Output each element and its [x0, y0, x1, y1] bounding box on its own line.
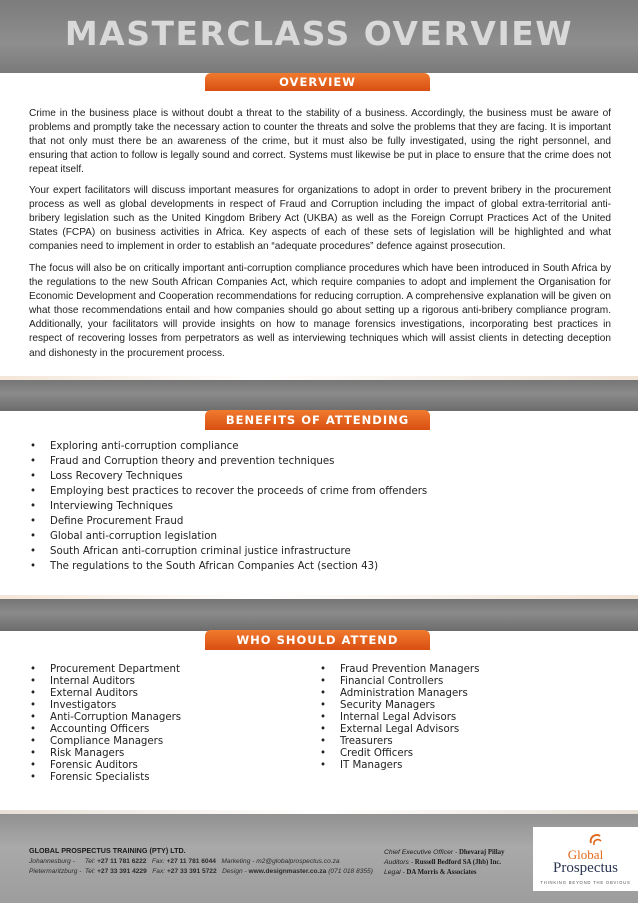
list-item: • The regulations to the South African Companies Act (section 43)	[30, 559, 590, 574]
page-title: MASTERCLASS OVERVIEW	[64, 14, 574, 53]
footer-contact-row-johannesburg	[29, 858, 340, 865]
legal-label: Legal -	[384, 869, 405, 876]
overview-paragraph-3: The focus will also be on critically important anti-corruption compliance procedures which have been introduced in South Africa by the regulations to the new South African Companies Act, which require companies to adopt and implement the Organisation for Economic Development and Cooperation recommendations for reducing corruption. A comprehensive explanation will be given on what those recommendations entail and how companies should go about setting up a rigorous anti-bribery compliance program. Additionally, your facilitators will provide insights on how to manage forensics investigations, incorporating best practices in respect of recovering losses from perpetrators as well as interviewing techniques which will assist clients in detecting deception and dishonesty in the procurement process.	[29, 263, 611, 359]
ceo-name: Dhevaraj Pillay	[458, 849, 505, 856]
legal-name: DA Morris & Associates	[406, 869, 477, 876]
list-item: • Employing best practices to recover the proceeds of crime from offenders	[30, 484, 590, 499]
band-sheen	[0, 595, 638, 599]
list-item: • Compliance Managers	[30, 736, 290, 748]
list-item: • Treasurers	[320, 736, 600, 748]
list-item: • Internal Legal Advisors	[320, 712, 600, 724]
tel-number: +27 11 781 6222	[97, 858, 147, 865]
company-logo	[533, 827, 638, 891]
logo-word-prospectus: Prospectus	[553, 860, 618, 876]
footer-company-name: GLOBAL PROSPECTUS TRAINING (PTY) LTD.	[29, 846, 186, 855]
list-item: • Forensic Auditors	[30, 760, 290, 772]
band-sheen	[0, 810, 638, 814]
fax-number: +27 11 781 6044	[166, 858, 216, 865]
city-label: Johannesburg -	[29, 858, 75, 865]
overview-heading: OVERVIEW	[205, 73, 430, 91]
benefits-band	[0, 376, 638, 411]
list-item: • Forensic Specialists	[30, 772, 290, 784]
design-website[interactable]: www.designmaster.co.za	[248, 868, 327, 875]
list-item: • Credit Officers	[320, 748, 600, 760]
city-label: Pietermaritzburg -	[29, 868, 82, 875]
footer-legal-line	[384, 869, 477, 876]
band-sheen	[0, 376, 638, 380]
list-item: • Risk Managers	[30, 748, 290, 760]
list-item: • Anti-Corruption Managers	[30, 712, 290, 724]
benefits-heading: BENEFITS OF ATTENDING	[205, 410, 430, 430]
list-item: • External Auditors	[30, 688, 290, 700]
fax-label: Fax:	[151, 858, 165, 865]
logo-word-global: Global	[567, 847, 604, 862]
who-list-right	[320, 664, 600, 772]
fax-number: +27 33 391 5722	[166, 868, 217, 875]
list-item: • Administration Managers	[320, 688, 600, 700]
design-label: Design -	[222, 868, 247, 875]
list-item: • Security Managers	[320, 700, 600, 712]
benefits-list	[30, 439, 590, 574]
ceo-label: Chief Executive Officer -	[384, 849, 458, 856]
list-item: • Procurement Department	[30, 664, 290, 676]
auditors-label: Auditors -	[384, 859, 414, 866]
tel-number: +27 33 391 4229	[97, 868, 147, 875]
list-item: • Fraud Prevention Managers	[320, 664, 600, 676]
list-item: • Accounting Officers	[30, 724, 290, 736]
list-item: • Financial Controllers	[320, 676, 600, 688]
list-item: • Global anti-corruption legislation	[30, 529, 590, 544]
auditors-name: Russell Bedford SA (Jhb) Inc.	[414, 859, 502, 866]
list-item: • Investigators	[30, 700, 290, 712]
list-item: • IT Managers	[320, 760, 600, 772]
logo-tagline: THINKING BEYOND THE OBVIOUS	[540, 880, 631, 885]
overview-paragraph-1: Crime in the business place is without doubt a threat to the stability of a business. Accordingly, the business must be aware of problems and promptly take the necessary action to counter the threats and solve the problems that they are facing. It is important that not only must there be an awareness of the crime, but it must also be fully investigated, using the right personnel, and ensuring that action to follow is legally sound and correct. Systems must likewise be put in place to ensure that the crime does not repeat itself.	[29, 108, 611, 176]
marketing-label: Marketing -	[221, 858, 255, 865]
who-heading: WHO SHOULD ATTEND	[205, 630, 430, 650]
list-item: • Interviewing Techniques	[30, 499, 590, 514]
tel-label: Tel:	[84, 868, 96, 875]
list-item: • Fraud and Corruption theory and prevention techniques	[30, 454, 590, 469]
tel-label: Tel:	[84, 858, 96, 865]
list-item: • Exploring anti-corruption compliance	[30, 439, 590, 454]
list-item: • Internal Auditors	[30, 676, 290, 688]
who-band	[0, 595, 638, 631]
footer-contact-row-pietermaritzburg	[29, 868, 373, 875]
marketing-email[interactable]: m2@globalprospectus.co.za	[256, 858, 340, 865]
footer-auditors-line	[384, 859, 501, 866]
list-item: • South African anti-corruption criminal justice infrastructure	[30, 544, 590, 559]
list-item: • Define Procurement Fraud	[30, 514, 590, 529]
design-phone: (071 018 8355)	[328, 868, 373, 875]
list-item: • External Legal Advisors	[320, 724, 600, 736]
list-item: • Loss Recovery Techniques	[30, 469, 590, 484]
footer-ceo-line	[384, 849, 504, 856]
who-list-left	[30, 664, 290, 784]
fax-label: Fax:	[152, 868, 166, 875]
overview-paragraph-2: Your expert facilitators will discuss important measures for organizations to adopt in order to prevent bribery in the procurement process as well as global developments in respect of Fraud and Corruption including the impact of global extra-territorial anti-bribery legislation such as the United Kingdom Bribery Act (UKBA) as well as the Foreign Corrupt Practices Act of the United States (FCPA) on business activities in Africa. Key aspects of each of these sets of legislation will be highlighted and what companies need to implement in order to establish an “adequate procedures” defence against prosecution.	[29, 185, 611, 253]
